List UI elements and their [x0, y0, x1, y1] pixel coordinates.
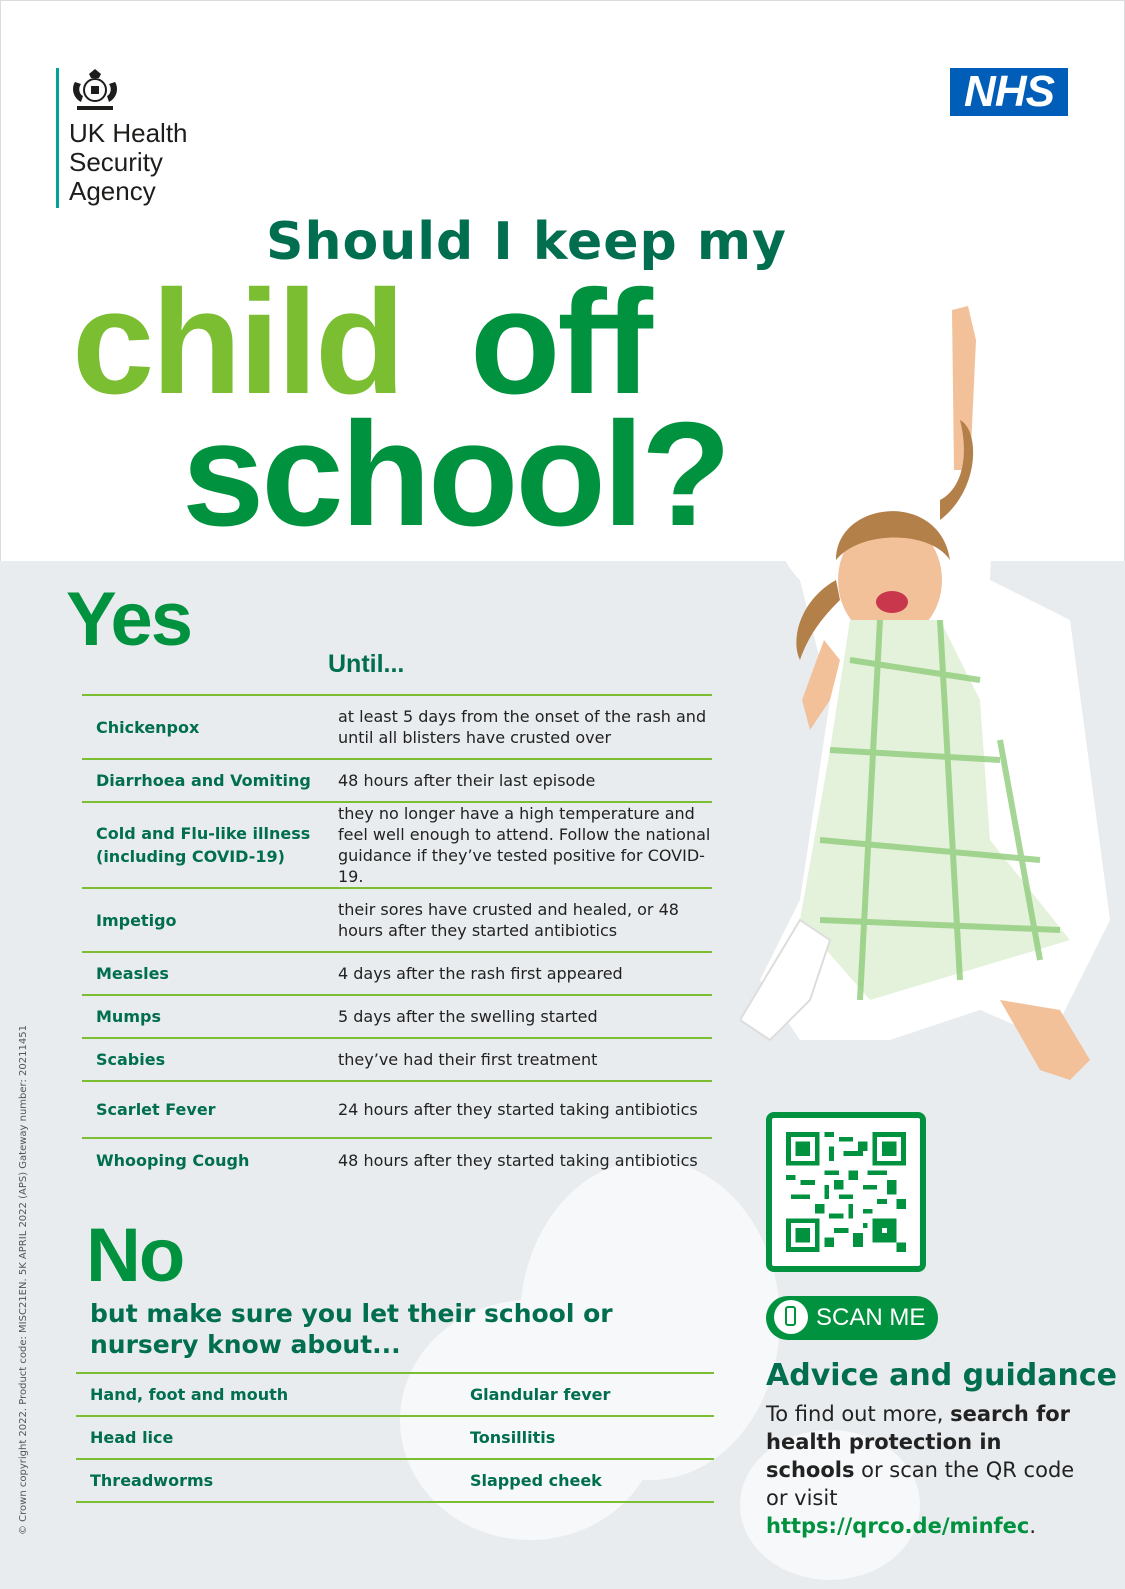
- until-label: Until...: [328, 650, 405, 678]
- table-row: [76, 1459, 714, 1502]
- advice-body: [766, 1400, 1096, 1540]
- return-advice: at least 5 days from the onset of the rash and until all blisters have crusted over: [324, 695, 712, 759]
- condition-name: Mumps: [82, 995, 324, 1038]
- table-row: [82, 1038, 712, 1081]
- table-row: [82, 888, 712, 952]
- copyright-notice: © Crown copyright 2022. Product code: MISC21EN. 5K APRIL 2022 (APS) Gateway number: 20211451: [18, 1025, 29, 1535]
- nhs-logo: NHS: [950, 68, 1068, 116]
- return-advice: they no longer have a high temperature and feel well enough to attend. Follow the national guidance if they’ve tested positive for COVID-19.: [324, 802, 712, 888]
- condition-name: Impetigo: [82, 888, 324, 952]
- condition-name: Hand, foot and mouth: [76, 1373, 456, 1416]
- no-conditions-table: [76, 1372, 714, 1503]
- table-row: [82, 802, 712, 888]
- qr-code[interactable]: [766, 1112, 926, 1272]
- condition-name: Cold and Flu-like illness (including COVID-19): [82, 802, 324, 888]
- headline-line1: Should I keep my: [266, 212, 787, 272]
- table-row: [82, 1081, 712, 1138]
- condition-name: Scabies: [82, 1038, 324, 1081]
- condition-name: Whooping Cough: [82, 1138, 324, 1182]
- advice-text: To find out more,: [766, 1402, 951, 1426]
- yes-conditions-table: [82, 694, 712, 1182]
- qr-code-pattern: [786, 1132, 906, 1252]
- condition-name: Chickenpox: [82, 695, 324, 759]
- advice-search-text: search for health protection in schools: [766, 1402, 1071, 1482]
- table-row: [82, 759, 712, 802]
- return-advice: 4 days after the rash first appeared: [324, 952, 712, 995]
- return-advice: 48 hours after their last episode: [324, 759, 712, 802]
- return-advice: their sores have crusted and healed, or 48 hours after they started antibiotics: [324, 888, 712, 952]
- condition-name: Measles: [82, 952, 324, 995]
- scan-me-label: SCAN ME: [816, 1304, 926, 1331]
- return-advice: 48 hours after they started taking antibiotics: [324, 1138, 712, 1182]
- headline-word-school: school?: [182, 392, 729, 557]
- condition-name: Diarrhoea and Vomiting: [82, 759, 324, 802]
- headline-word-off: off: [470, 260, 650, 425]
- phone-icon: [774, 1300, 808, 1334]
- advice-link[interactable]: https://qrco.de/minfec: [766, 1514, 1030, 1538]
- table-row: [76, 1416, 714, 1459]
- condition-name: Scarlet Fever: [82, 1081, 324, 1138]
- table-row: [82, 695, 712, 759]
- table-row: [82, 952, 712, 995]
- return-advice: they’ve had their first treatment: [324, 1038, 712, 1081]
- jumping-girl-illustration: [740, 280, 1120, 1100]
- condition-name: Head lice: [76, 1416, 456, 1459]
- no-title: No: [86, 1213, 184, 1298]
- agency-name: UK Health Security Agency: [69, 118, 188, 206]
- condition-name: Tonsillitis: [456, 1416, 714, 1459]
- condition-name: Glandular fever: [456, 1373, 714, 1416]
- table-row: [82, 1138, 712, 1182]
- ukhsa-logo: [56, 68, 206, 208]
- table-row: [82, 995, 712, 1038]
- advice-title: Advice and guidance: [766, 1358, 1117, 1393]
- no-subtitle: but make sure you let their school or nursery know about...: [90, 1299, 613, 1359]
- return-advice: 5 days after the swelling started: [324, 995, 712, 1038]
- yes-title: Yes: [66, 577, 192, 662]
- condition-name: Slapped cheek: [456, 1459, 714, 1502]
- condition-name: Threadworms: [76, 1459, 456, 1502]
- advice-text: .: [1029, 1514, 1037, 1538]
- return-advice: 24 hours after they started taking antibiotics: [324, 1081, 712, 1138]
- royal-crest-icon: [69, 68, 121, 112]
- headline-word-child: child: [72, 260, 403, 425]
- scan-me-badge[interactable]: [766, 1296, 938, 1340]
- advice-text: or scan the QR code or visit: [766, 1458, 1075, 1510]
- table-row: [76, 1373, 714, 1416]
